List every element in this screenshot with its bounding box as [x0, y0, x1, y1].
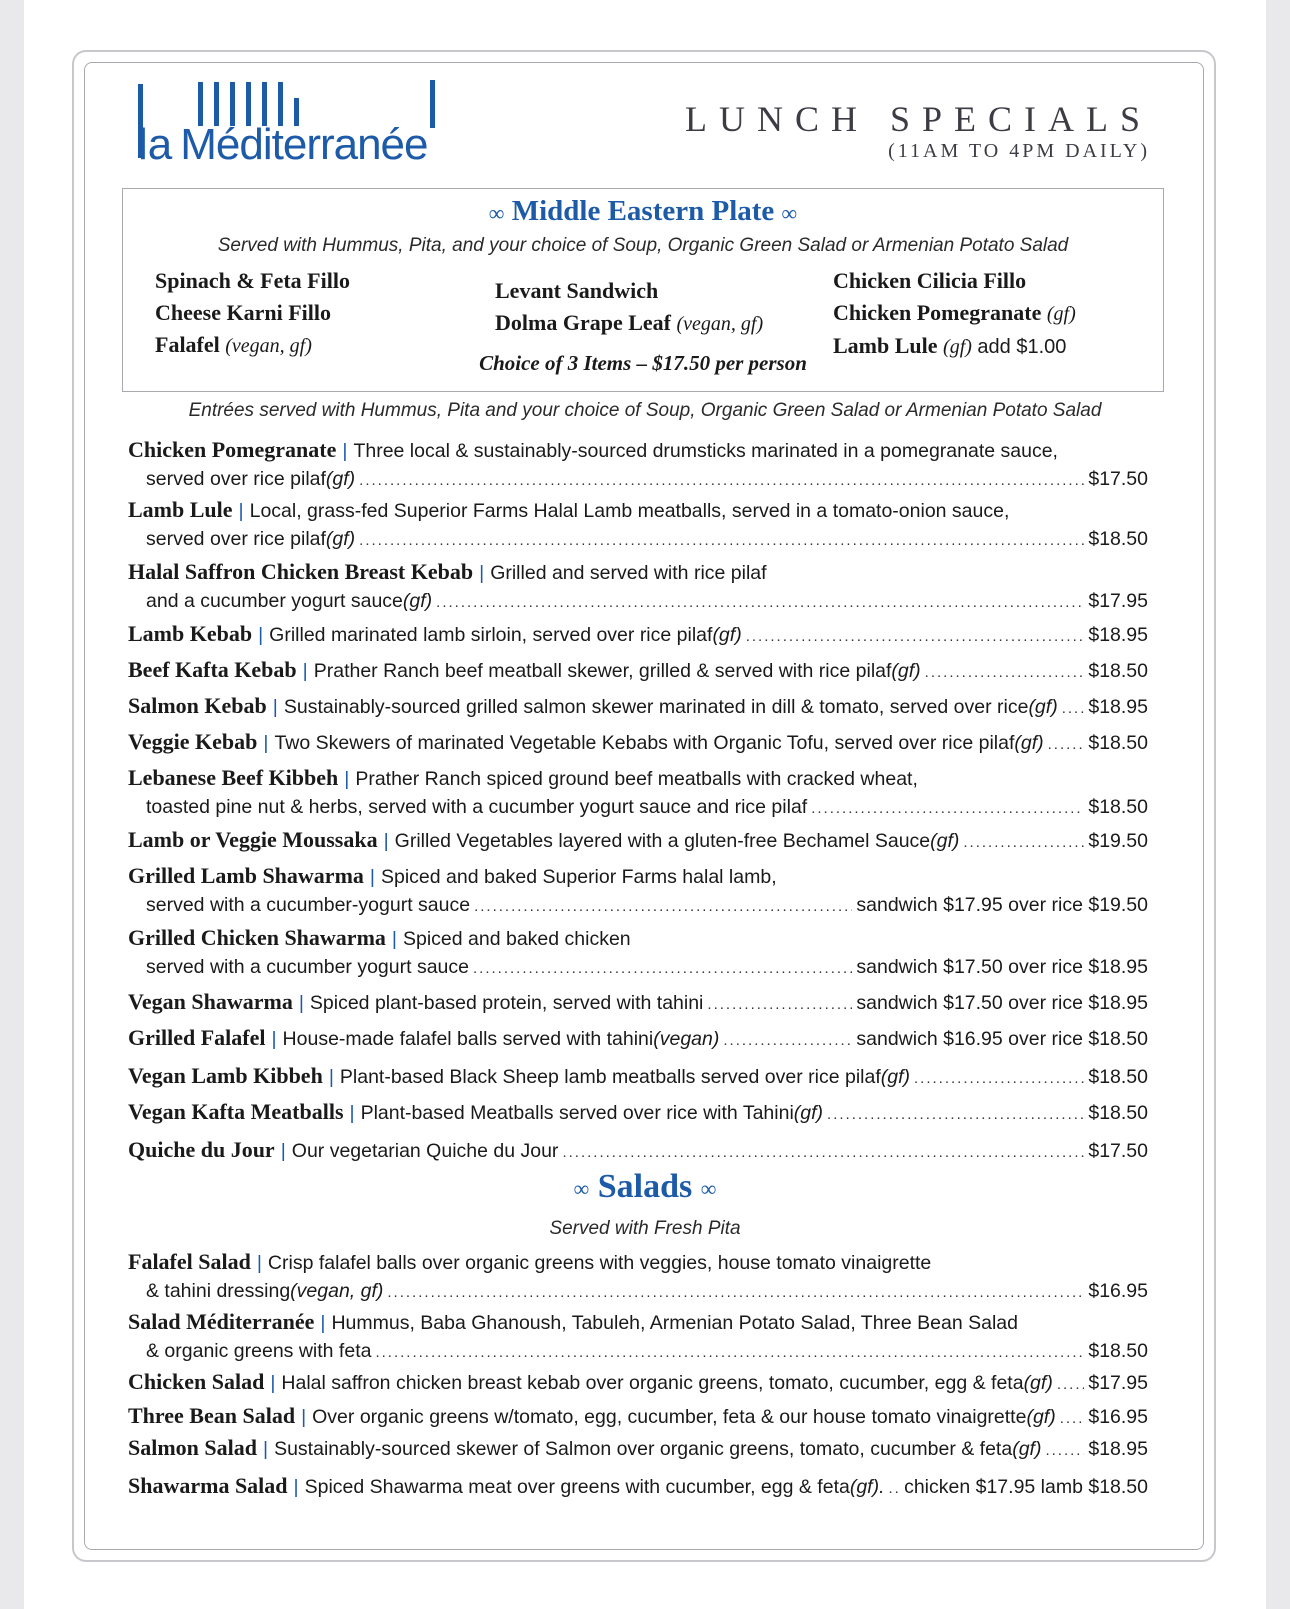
menu-item-desc: Sustainably-sourced grilled salmon skewer marinated in dill & tomato, served over rice: [283, 696, 1029, 718]
plate-item: Chicken Pomegranate (gf): [833, 300, 1076, 325]
menu-item-desc: Grilled and served with rice pilaf: [490, 562, 767, 584]
plate-choice-price: Choice of 3 Items – $17.50 per person: [479, 351, 807, 375]
menu-item-line: [128, 891, 1148, 921]
separator: |: [344, 768, 350, 790]
menu-item: [128, 1308, 1148, 1367]
dietary-tag: (gf): [880, 1066, 910, 1088]
menu-item-desc: & tahini dressing: [146, 1280, 291, 1302]
menu-item-line: [128, 826, 1148, 857]
dietary-tag: (vegan): [653, 1028, 720, 1050]
menu-item-desc: Plant-based Black Sheep lamb meatballs served over rice pilaf: [339, 1066, 881, 1088]
menu-item-name: Lamb or Veggie Moussaka: [128, 827, 378, 852]
leader-dots: [387, 1279, 1084, 1307]
menu-item-name: Lebanese Beef Kibbeh: [128, 765, 339, 790]
menu-item-price: $18.95: [1088, 696, 1148, 718]
menu-item: [128, 988, 1148, 1019]
menu-item-name: Grilled Falafel: [128, 1025, 266, 1050]
plate-item: Spinach & Feta Fillo: [155, 268, 350, 293]
menu-item: [128, 1248, 1148, 1307]
dietary-tag: (gf): [793, 1102, 824, 1124]
leader-dots: [1060, 1405, 1085, 1433]
leader-dots: [889, 1475, 901, 1503]
menu-item-desc: Plant-based Meatballs served over rice with Tahini: [360, 1102, 794, 1124]
leader-dots: [473, 955, 852, 983]
menu-item-price: $18.50: [1088, 528, 1148, 550]
plate-title: Middle Eastern Plate: [511, 195, 775, 227]
menu-item: [128, 862, 1148, 921]
separator: |: [272, 696, 278, 718]
menu-item-name: Falafel Salad: [128, 1249, 251, 1274]
menu-item-name: Three Bean Salad: [128, 1403, 296, 1428]
separator: |: [293, 1476, 299, 1498]
leader-dots: [474, 893, 852, 921]
menu-item-name: Salad Méditerranée: [128, 1309, 315, 1334]
menu-item-line: [128, 988, 1148, 1019]
menu-item-desc: & organic greens with feta: [146, 1340, 372, 1362]
plate-col-2: [495, 275, 763, 340]
menu-item-name: Vegan Kafta Meatballs: [128, 1099, 344, 1124]
menu-item-name: Chicken Salad: [128, 1369, 265, 1394]
menu-item-desc: Over organic greens w/tomato, egg, cucumber, feta & our house tomato vinaigrette: [312, 1406, 1027, 1428]
menu-item-desc: Sustainably-sourced skewer of Salmon over organic greens, tomato, cucumber & feta: [274, 1438, 1013, 1460]
separator: |: [301, 1406, 307, 1428]
leader-dots: [723, 1027, 852, 1055]
separator: |: [383, 830, 389, 852]
menu-item-line: [128, 1472, 1148, 1503]
menu-item: [128, 924, 1148, 983]
menu-item-line: [128, 953, 1148, 983]
separator: |: [320, 1312, 326, 1334]
menu-item-price: $17.50: [1088, 468, 1148, 490]
menu-item-desc: Prather Ranch spiced ground beef meatballs with cracked wheat,: [355, 768, 918, 790]
menu-item: [128, 656, 1148, 687]
menu-item-line: [128, 1368, 1148, 1399]
menu-item-name: Vegan Shawarma: [128, 989, 293, 1014]
menu-item-desc: Hummus, Baba Ghanoush, Tabuleh, Armenian Potato Salad, Three Bean Salad: [331, 1312, 1018, 1334]
menu-item: [128, 1062, 1148, 1093]
plate-item: Falafel (vegan, gf): [155, 332, 312, 357]
menu-item-price: $19.50: [1088, 830, 1148, 852]
menu-item-price: sandwich $17.50 over rice $18.95: [856, 992, 1148, 1014]
lunch-specials-title: LUNCH SPECIALS: [684, 99, 1152, 139]
menu-item-name: Lamb Lule: [128, 497, 233, 522]
swirl-right-icon: ∞: [781, 200, 798, 226]
dietary-tag: (gf): [402, 590, 433, 612]
salads-title: Salads: [597, 1168, 693, 1205]
leader-dots: [925, 659, 1085, 687]
leader-dots: [436, 589, 1084, 617]
menu-item: [128, 436, 1148, 495]
menu-item-price: $17.95: [1088, 1372, 1148, 1394]
menu-item-name: Salmon Kebab: [128, 693, 267, 718]
leader-dots: [1048, 731, 1085, 759]
menu-item-name: Salmon Salad: [128, 1435, 257, 1460]
separator: |: [271, 1028, 277, 1050]
separator: |: [391, 928, 397, 950]
menu-item-desc: Two Skewers of marinated Vegetable Kebabs with Organic Tofu, served over rice pilaf: [274, 732, 1015, 754]
restaurant-logo: [138, 80, 468, 169]
menu-item-desc: Spiced and baked chicken: [402, 928, 631, 950]
menu-item-name: Halal Saffron Chicken Breast Kebab: [128, 559, 474, 584]
salads-note: Served with Fresh Pita: [549, 1218, 741, 1239]
plate-col-3: [833, 265, 1076, 363]
logo-la: la: [138, 120, 173, 169]
menu-item-name: Shawarma Salad: [128, 1473, 288, 1498]
menu-item-line: [128, 1248, 1148, 1277]
menu-item-price: chicken $17.95 lamb $18.50: [904, 1476, 1148, 1498]
dietary-tag: (gf): [891, 660, 921, 682]
leader-dots: [359, 527, 1084, 555]
separator: |: [479, 562, 485, 584]
menu-item-price: $18.50: [1088, 732, 1148, 754]
menu-item: [128, 1434, 1148, 1465]
menu-item-name: Lamb Kebab: [128, 621, 253, 646]
separator: |: [238, 500, 244, 522]
separator: |: [342, 440, 348, 462]
menu-item-name: Quiche du Jour: [128, 1137, 275, 1162]
leader-dots: [811, 795, 1084, 823]
menu-item-line: [128, 436, 1148, 465]
menu-item-price: $18.50: [1088, 660, 1148, 682]
separator: |: [256, 1252, 262, 1274]
menu-item-name: Grilled Chicken Shawarma: [128, 925, 386, 950]
menu-item: [128, 728, 1148, 759]
menu-item: [128, 1136, 1148, 1167]
menu-item: [128, 1368, 1148, 1399]
menu-item-line: [128, 924, 1148, 953]
dietary-tag: (gf).: [849, 1476, 885, 1498]
plate-col-1: [155, 265, 350, 362]
menu-item: [128, 496, 1148, 555]
menu-item-desc: Three local & sustainably-sourced drumsticks marinated in a pomegranate sauce,: [353, 440, 1058, 462]
dietary-tag: (gf): [1012, 1438, 1042, 1460]
salads-title-row: [0, 1168, 1290, 1206]
menu-item-name: Chicken Pomegranate: [128, 437, 337, 462]
menu-item: [128, 558, 1148, 617]
menu-item-line: [128, 620, 1148, 651]
separator: |: [369, 866, 375, 888]
menu-item-name: Vegan Lamb Kibbeh: [128, 1063, 323, 1088]
menu-item-line: [128, 1277, 1148, 1307]
separator: |: [258, 624, 264, 646]
menu-item-line: [128, 1136, 1148, 1167]
menu-item-line: [128, 862, 1148, 891]
menu-item-desc: Spiced and baked Superior Farms halal lamb,: [380, 866, 777, 888]
dietary-tag: (gf): [930, 830, 960, 852]
menu-item-desc: served with a cucumber yogurt sauce: [146, 956, 469, 978]
dietary-tag: (gf): [1023, 1372, 1053, 1394]
menu-item-price: $16.95: [1088, 1406, 1148, 1428]
separator: |: [349, 1102, 355, 1124]
menu-item-desc: served over rice pilaf: [146, 468, 326, 490]
menu-item: [128, 1402, 1148, 1433]
leader-dots: [707, 991, 852, 1019]
menu-item-price: sandwich $17.95 over rice $19.50: [856, 894, 1148, 916]
menu-item: [128, 620, 1148, 651]
menu-item-line: [128, 1024, 1148, 1055]
menu-item: [128, 764, 1148, 823]
menu-item-desc: served with a cucumber-yogurt sauce: [146, 894, 471, 916]
menu-item-desc: Spiced Shawarma meat over greens with cucumber, egg & feta: [304, 1476, 850, 1498]
lunch-hours: (11AM TO 4PM DAILY): [888, 140, 1150, 162]
separator: |: [270, 1372, 276, 1394]
menu-item-desc: toasted pine nut & herbs, served with a cucumber yogurt sauce and rice pilaf: [146, 796, 808, 818]
menu-item-line: [128, 1062, 1148, 1093]
menu-item-price: $17.95: [1088, 590, 1148, 612]
menu-item-price: $18.95: [1088, 624, 1148, 646]
dietary-tag: (gf): [325, 468, 356, 490]
dietary-tag: (gf): [1026, 1406, 1056, 1428]
swirl-left-icon: ∞: [488, 200, 505, 226]
menu-item-line: [128, 728, 1148, 759]
logo-text: [138, 120, 428, 170]
leader-dots: [562, 1139, 1084, 1167]
menu-item-desc: Prather Ranch beef meatball skewer, grilled & served with rice pilaf: [313, 660, 892, 682]
menu-item-line: [128, 587, 1148, 617]
dietary-tag: (gf): [325, 528, 356, 550]
dietary-tag: (gf): [1014, 732, 1044, 754]
menu-item-line: [128, 1402, 1148, 1433]
menu-item-price: $17.50: [1088, 1140, 1148, 1162]
menu-item-price: $18.50: [1088, 796, 1148, 818]
plate-item: Cheese Karni Fillo: [155, 300, 331, 325]
menu-item-name: Beef Kafta Kebab: [128, 657, 297, 682]
menu-item-desc: Halal saffron chicken breast kebab over organic greens, tomato, cucumber, egg & feta: [281, 1372, 1024, 1394]
entrees-note: Entrées served with Hummus, Pita and your choice of Soup, Organic Green Salad or Armenian Potato Salad: [188, 400, 1102, 421]
menu-item-line: [128, 465, 1148, 495]
menu-item-desc: Our vegetarian Quiche du Jour: [291, 1140, 559, 1162]
menu-item-line: [128, 656, 1148, 687]
menu-item-line: [128, 1337, 1148, 1367]
menu-item-name: Grilled Lamb Shawarma: [128, 863, 364, 888]
separator: |: [298, 992, 304, 1014]
menu-item-line: [128, 496, 1148, 525]
menu-item-price: $18.95: [1088, 1438, 1148, 1460]
dietary-tag: (gf): [1028, 696, 1058, 718]
menu-item-desc: Crisp falafel balls over organic greens with veggies, house tomato vinaigrette: [267, 1252, 932, 1274]
leader-dots: [359, 467, 1084, 495]
menu-item-desc: and a cucumber yogurt sauce: [146, 590, 403, 612]
menu-item-desc: Spiced plant-based protein, served with tahini: [309, 992, 704, 1014]
leader-dots: [746, 623, 1085, 651]
middle-eastern-plate-box: [122, 188, 1164, 392]
separator: |: [328, 1066, 334, 1088]
menu-item-desc: House-made falafel balls served with tahini: [282, 1028, 654, 1050]
plate-item: Chicken Cilicia Fillo: [833, 268, 1027, 293]
leader-dots: [827, 1101, 1084, 1129]
plate-item: Dolma Grape Leaf (vegan, gf): [495, 310, 764, 335]
menu-item: [128, 826, 1148, 857]
menu-item-line: [128, 692, 1148, 723]
leader-dots: [375, 1339, 1084, 1367]
menu-item-line: [128, 764, 1148, 793]
menu-item-name: Veggie Kebab: [128, 729, 258, 754]
menu-item-price: sandwich $17.50 over rice $18.95: [856, 956, 1148, 978]
menu-item-line: [128, 1308, 1148, 1337]
menu-item: [128, 692, 1148, 723]
menu-item-line: [128, 525, 1148, 555]
plate-note: Served with Hummus, Pita, and your choice of Soup, Organic Green Salad or Armenian Potato Salad: [217, 235, 1069, 256]
menu-item: [128, 1098, 1148, 1129]
menu-item-desc: Grilled Vegetables layered with a gluten-free Bechamel Sauce: [394, 830, 931, 852]
menu-item: [128, 1472, 1148, 1503]
menu-item-price: sandwich $16.95 over rice $18.50: [856, 1028, 1148, 1050]
dietary-tag: (gf): [712, 624, 742, 646]
leader-dots: [1057, 1371, 1085, 1399]
menu-item: [128, 1024, 1148, 1055]
leader-dots: [1062, 695, 1085, 723]
leader-dots: [914, 1065, 1084, 1093]
leader-dots: [963, 829, 1084, 857]
logo-main: Méditerranée: [180, 120, 428, 169]
leader-dots: [1045, 1437, 1084, 1465]
menu-item-desc: served over rice pilaf: [146, 528, 326, 550]
menu-item-line: [128, 1434, 1148, 1465]
menu-item-desc: Local, grass-fed Superior Farms Halal Lamb meatballs, served in a tomato-onion sauce,: [249, 500, 1010, 522]
separator: |: [263, 732, 269, 754]
separator: |: [302, 660, 308, 682]
swirl-left-icon: ∞: [573, 1176, 590, 1202]
menu-item-price: $16.95: [1088, 1280, 1148, 1302]
menu-item-line: [128, 1098, 1148, 1129]
plate-item: Levant Sandwich: [495, 278, 659, 303]
plate-title-row: [123, 195, 1163, 228]
menu-item-line: [128, 793, 1148, 823]
menu-item-line: [128, 558, 1148, 587]
menu-item-price: $18.50: [1088, 1340, 1148, 1362]
separator: |: [280, 1140, 286, 1162]
menu-item-price: $18.50: [1088, 1102, 1148, 1124]
separator: |: [263, 1438, 269, 1460]
menu-item-desc: Grilled marinated lamb sirloin, served over rice pilaf: [269, 624, 713, 646]
menu-item-price: $18.50: [1088, 1066, 1148, 1088]
swirl-right-icon: ∞: [700, 1176, 717, 1202]
dietary-tag: (vegan, gf): [290, 1280, 384, 1302]
plate-item: Lamb Lule (gf) add $1.00: [833, 333, 1067, 358]
